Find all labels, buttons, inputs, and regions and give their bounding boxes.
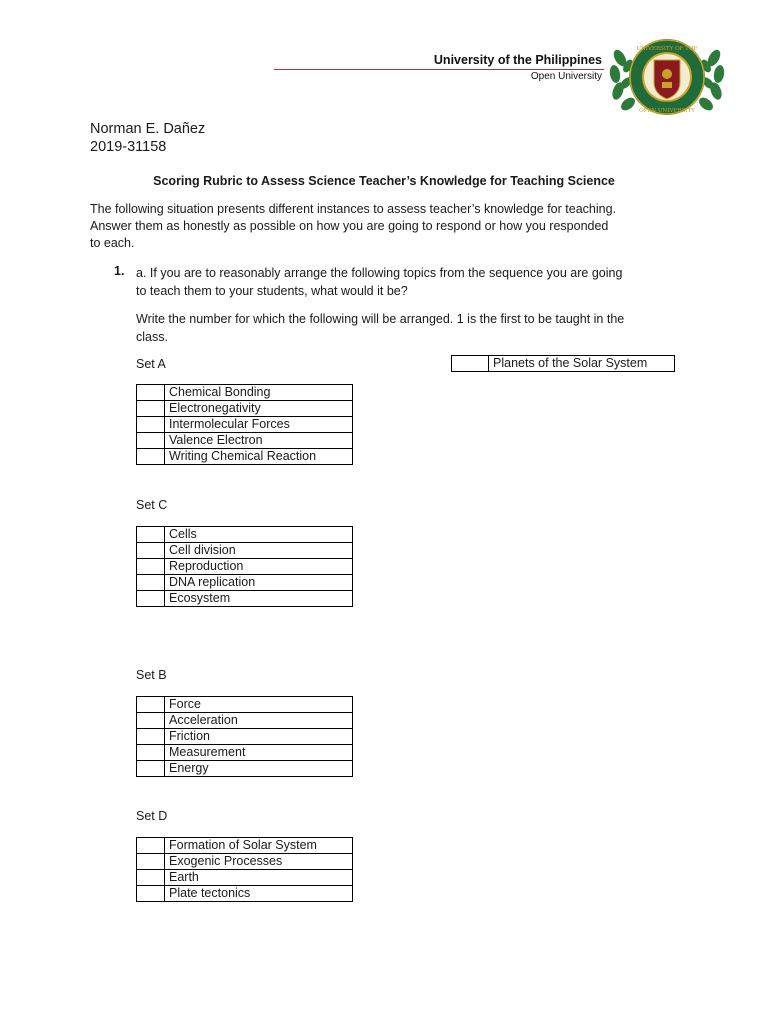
rank-input[interactable] <box>137 543 165 559</box>
table-row <box>137 591 353 607</box>
set-d-table <box>136 837 353 902</box>
topic-cell: Valence Electron <box>165 433 353 449</box>
topic-cell: Formation of Solar System <box>165 838 353 854</box>
table-row <box>137 385 353 401</box>
question-instruction <box>136 310 684 346</box>
instruction-line: class. <box>136 330 168 344</box>
rank-input[interactable] <box>137 527 165 543</box>
rank-input[interactable] <box>137 385 165 401</box>
table-row <box>137 870 353 886</box>
set-c-table <box>136 526 353 607</box>
table-row <box>452 356 675 372</box>
set-b-table <box>136 696 353 777</box>
topic-cell: Intermolecular Forces <box>165 417 353 433</box>
rank-input[interactable] <box>137 417 165 433</box>
set-a-table <box>136 384 353 465</box>
question-text <box>136 264 684 300</box>
topic-cell: Exogenic Processes <box>165 854 353 870</box>
up-seal-icon <box>606 36 728 118</box>
university-name: University of the Philippines <box>433 53 602 67</box>
rank-input[interactable] <box>137 697 165 713</box>
topic-cell: DNA replication <box>165 575 353 591</box>
table-row <box>137 838 353 854</box>
table-row <box>137 575 353 591</box>
svg-text:UNIVERSITY OF THE: UNIVERSITY OF THE <box>636 46 698 52</box>
author-name: Norman E. Dañez <box>90 121 206 137</box>
rank-input[interactable] <box>137 870 165 886</box>
topic-cell: Measurement <box>165 745 353 761</box>
university-subtitle: Open University <box>530 71 602 82</box>
rank-input[interactable] <box>452 356 489 372</box>
topic-cell: Cell division <box>165 543 353 559</box>
table-row <box>137 433 353 449</box>
set-d-label: Set D <box>136 809 168 823</box>
rank-input[interactable] <box>137 729 165 745</box>
table-row <box>137 761 353 777</box>
instruction-line: Write the number for which the following will be arranged. 1 is the first to be taught in the <box>136 312 625 326</box>
question-line: to teach them to your students, what would it be? <box>136 284 408 298</box>
set-a-label: Set A <box>136 357 166 371</box>
document-title: Scoring Rubric to Assess Science Teacher’s Knowledge for Teaching Science <box>153 174 615 188</box>
topic-cell: Electronegativity <box>165 401 353 417</box>
rank-input[interactable] <box>137 854 165 870</box>
question-number: 1. <box>114 264 125 278</box>
table-row <box>137 527 353 543</box>
rank-input[interactable] <box>137 713 165 729</box>
topic-cell: Force <box>165 697 353 713</box>
topic-cell: Acceleration <box>165 713 353 729</box>
topic-cell: Writing Chemical Reaction <box>165 449 353 465</box>
rank-input[interactable] <box>137 591 165 607</box>
rank-input[interactable] <box>137 745 165 761</box>
table-row <box>137 449 353 465</box>
table-row <box>137 417 353 433</box>
svg-text:OPEN UNIVERSITY: OPEN UNIVERSITY <box>639 108 695 114</box>
topic-cell: Reproduction <box>165 559 353 575</box>
rank-input[interactable] <box>137 761 165 777</box>
rank-input[interactable] <box>137 433 165 449</box>
topic-cell: Plate tectonics <box>165 886 353 902</box>
student-number: 2019-31158 <box>90 139 167 155</box>
topic-cell: Energy <box>165 761 353 777</box>
table-row <box>137 854 353 870</box>
table-row <box>137 729 353 745</box>
rank-input[interactable] <box>137 449 165 465</box>
svg-text:1908: 1908 <box>661 102 673 107</box>
intro-line: The following situation presents different instances to assess teacher’s knowledge for teaching. <box>90 202 617 216</box>
table-row <box>137 713 353 729</box>
topic-cell: Ecosystem <box>165 591 353 607</box>
rank-input[interactable] <box>137 575 165 591</box>
intro-paragraph <box>90 201 680 252</box>
table-row <box>137 401 353 417</box>
topic-cell: Cells <box>165 527 353 543</box>
topic-cell: Chemical Bonding <box>165 385 353 401</box>
topic-cell: Friction <box>165 729 353 745</box>
extra-item-table <box>451 355 675 372</box>
intro-line: to each. <box>90 236 135 250</box>
topic-cell: Planets of the Solar System <box>489 356 675 372</box>
table-row <box>137 745 353 761</box>
question-line: a. If you are to reasonably arrange the following topics from the sequence you are going <box>136 266 623 280</box>
set-b-label: Set B <box>136 668 167 682</box>
rank-input[interactable] <box>137 559 165 575</box>
table-row <box>137 559 353 575</box>
table-row <box>137 543 353 559</box>
rank-input[interactable] <box>137 401 165 417</box>
rank-input[interactable] <box>137 838 165 854</box>
table-row <box>137 697 353 713</box>
intro-line: Answer them as honestly as possible on how you are going to respond or how you responded <box>90 219 609 233</box>
header-rule <box>274 69 604 70</box>
topic-cell: Earth <box>165 870 353 886</box>
set-c-label: Set C <box>136 498 168 512</box>
table-row <box>137 886 353 902</box>
rank-input[interactable] <box>137 886 165 902</box>
